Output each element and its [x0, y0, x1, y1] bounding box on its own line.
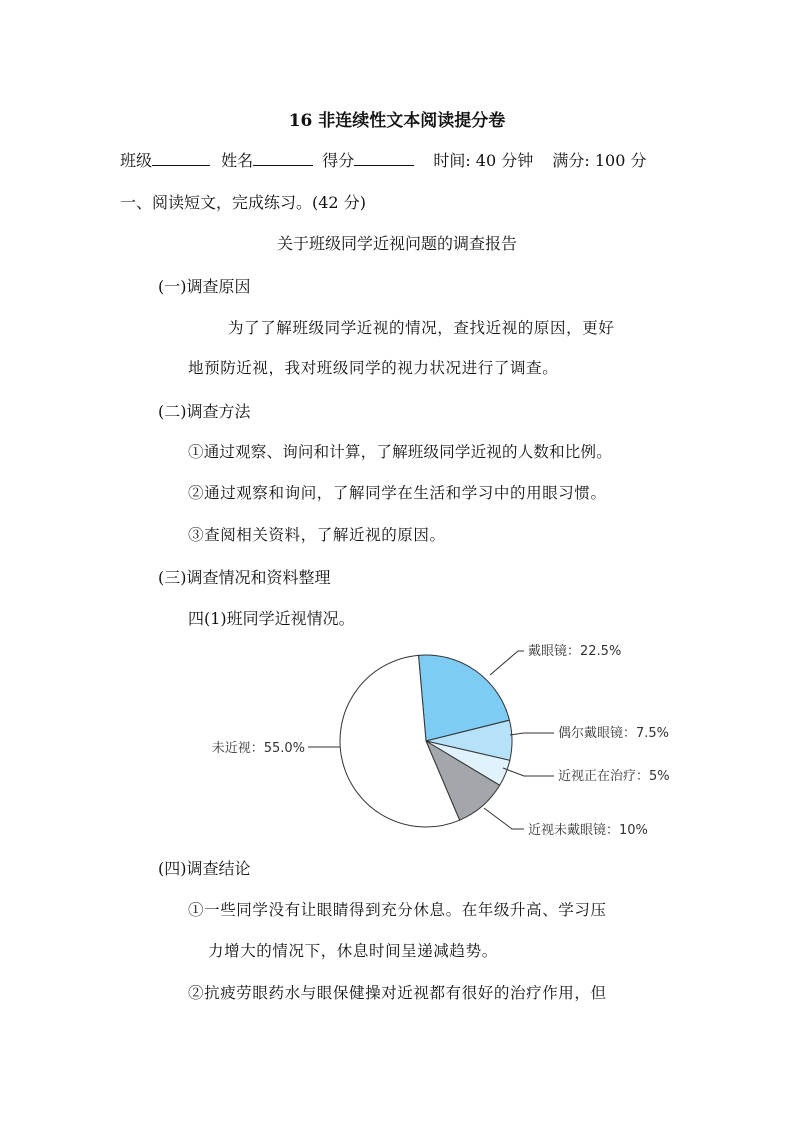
slice-wearing-glasses-leader-line [490, 651, 524, 675]
slice-wearing-glasses-label: 戴眼镜：22.5% [528, 644, 622, 659]
method-item-2: ②通过观察和询问，了解同学在生活和学习中的用眼习惯。 [188, 484, 607, 502]
section-1-heading: 一、阅读短文，完成练习。(42 分) [120, 193, 366, 212]
conclusion-1-line-2: 力增大的情况下，休息时间呈递减趋势。 [208, 942, 498, 960]
part-3-heading: (三)调查情况和资料整理 [158, 568, 331, 587]
page-title: 16 非连续性文本阅读提分卷 [288, 111, 506, 131]
slice-under-treatment-leader-line [503, 768, 554, 776]
method-item-1: ①通过观察、询问和计算，了解班级同学近视的人数和比例。 [188, 443, 612, 461]
part-1-line-2: 地预防近视，我对班级同学的视力状况进行了调查。 [188, 359, 559, 377]
score-label: 得分 [322, 151, 355, 170]
name-label: 姓名 [221, 151, 254, 170]
conclusion-2-line-1: ②抗疲劳眼药水与眼保健操对近视都有很好的治疗作用，但 [188, 984, 607, 1002]
slice-no-glasses-leader-line [484, 808, 524, 829]
slice-not-myopic-label: 未近视：55.0% [211, 741, 305, 756]
slice-occasional-glasses-leader-line [510, 733, 554, 735]
class-label: 班级 [120, 151, 153, 170]
part-1-line-1: 为了了解班级同学近视的情况，查找近视的原因，更好 [228, 319, 615, 337]
time-label: 时间: 40 分钟 [433, 151, 534, 170]
part-2-heading: (二)调查方法 [158, 402, 251, 421]
chart-caption: 四(1)班同学近视情况。 [188, 609, 355, 628]
full-score-label: 满分: 100 分 [552, 151, 647, 170]
part-4-heading: (四)调查结论 [158, 859, 251, 878]
conclusion-1-line-1: ①一些同学没有让眼睛得到充分休息。在年级升高、学习压 [188, 901, 607, 919]
slice-occasional-glasses-label: 偶尔戴眼镜：7.5% [558, 726, 670, 741]
report-title: 关于班级同学近视问题的调查报告 [276, 234, 517, 253]
method-item-3: ③查阅相关资料，了解近视的原因。 [188, 526, 446, 544]
slice-under-treatment-label: 近视正在治疗：5% [558, 769, 670, 784]
slice-no-glasses-label: 近视未戴眼镜：10% [528, 823, 648, 838]
part-1-heading: (一)调查原因 [158, 277, 251, 296]
